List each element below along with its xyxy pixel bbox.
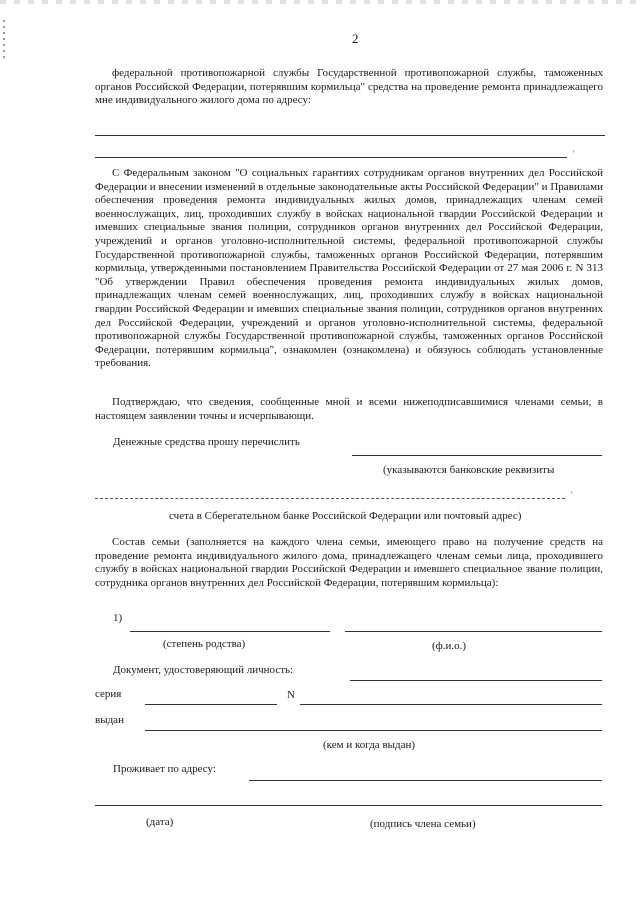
fio-line[interactable]: [345, 631, 602, 632]
family-paragraph: Состав семьи (заполняется на каждого члена семьи, имеющего право на получение средств на проведение ремонта индивидуального жилого дома, принадлежащего членам семьи лица, проходившего службу в войсках национальной гвардии Российской Федерации и имевшего специальное звание полиции, сотрудника органов внутренних дел Российской Федерации, потерявшим кормильца):: [95, 536, 603, 589]
bank-details-line-2[interactable]: [95, 498, 565, 499]
scan-mark: ': [571, 490, 573, 500]
page-number: 2: [352, 31, 359, 46]
residence-line-2[interactable]: [95, 805, 602, 806]
intro-paragraph: федеральной противопожарной службы Государственной противопожарной службы, таможенных органов Российской Федерации, потерявшим кормильца" средства на проведение ремонта принадлежащего мне индивидуального жилого дома по адресу:: [95, 67, 603, 107]
signature-caption: (подпись члена семьи): [370, 818, 476, 830]
confirm-paragraph: Подтверждаю, что сведения, сообщенные мной и всеми нижеподписавшимися членами семьи, в настоящем заявлении точны и исчерпывающи.: [95, 396, 603, 422]
scan-artifact: [0, 0, 640, 4]
address-line-2[interactable]: [95, 157, 567, 158]
series-label: серия: [95, 688, 122, 700]
issued-label: выдан: [95, 714, 124, 726]
bank-details-line-1[interactable]: [352, 455, 602, 456]
id-document-line[interactable]: [350, 680, 602, 681]
relation-line[interactable]: [130, 631, 330, 632]
issued-caption: (кем и когда выдан): [323, 739, 416, 751]
money-label: Денежные средства прошу перечислить: [113, 436, 300, 448]
address-label: Проживает по адресу:: [113, 763, 216, 775]
number-label: N: [287, 689, 295, 701]
relation-caption: (степень родства): [163, 638, 246, 650]
scan-mark: ': [573, 149, 575, 159]
law-paragraph: С Федеральным законом "О социальных гарантиях сотрудникам органов внутренних дел Российской Федерации и внесении изменений в отдельные законодательные акты Российской Федерации" и Правилами обеспечения проведения ремонта индивидуальных жилых домов, принадлежащих членам семей военнослужащих, лиц, проходивших службу в войсках национальной гвардии Российской Федерации и имевших специальные звания полиции, сотрудников органов внутренних дел Российской Федерации, учреждений и органов уголовно-исполнительной системы, федеральной противопожарной службы Государственной противопожарной службы, таможенных органов Российской Федерации, потерявшим кормильца, утвержденными постановлением Правительства Российской Федерации от 27 мая 2006 г. N 313 "Об утверждении Правил обеспечения проведения ремонта индивидуальных жилых домов, принадлежащих членам семей военнослужащих, лиц, проходивших службу в войсках национальной гвардии Российской Федерации и имевших специальные звания полиции, сотрудников органов внутренних дел Российской Федерации, учреждений и органов уголовно-исполнительной системы, федеральной противопожарной службы Государственной противопожарной службы, таможенных органов Российской Федерации, потерявшим кормильца", ознакомлен (ознакомлена) и обязуюсь соблюдать установленные требования.: [95, 167, 603, 370]
address-line-1[interactable]: [95, 135, 605, 136]
residence-line-1[interactable]: [249, 780, 602, 781]
bank-caption: (указываются банковские реквизиты: [383, 464, 555, 476]
account-caption: счета в Сберегательном банке Российской Федерации или почтовый адрес): [169, 510, 522, 522]
issued-line-1[interactable]: [145, 730, 602, 731]
number-line[interactable]: [300, 704, 602, 705]
member-number: 1): [113, 612, 123, 624]
scan-edge-artifact: [3, 20, 5, 60]
date-caption: (дата): [146, 816, 174, 828]
series-line[interactable]: [145, 704, 277, 705]
fio-caption: (ф.и.о.): [432, 640, 467, 652]
id-document-label: Документ, удостоверяющий личность:: [113, 664, 294, 676]
